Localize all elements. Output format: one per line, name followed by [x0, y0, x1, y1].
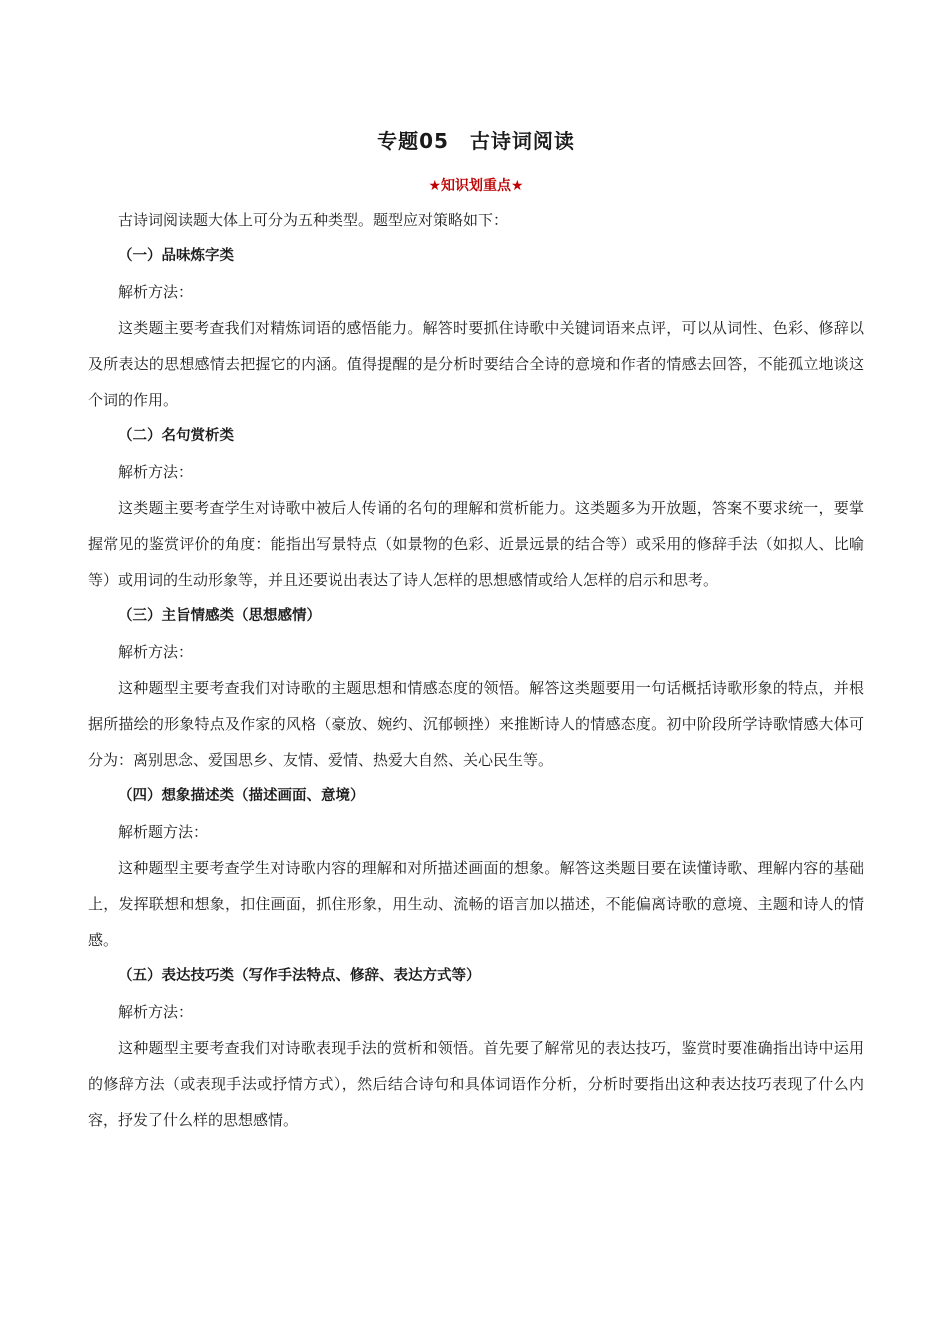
- section-body-4: 这种题型主要考查学生对诗歌内容的理解和对所描述画面的想象。解答这类题目要在读懂诗歌、理解内容的基础上，发挥联想和想象，扣住画面，抓住形象，用生动、流畅的语言加以描述，不能偏离诗歌的意境、主题和诗人的情感。: [88, 859, 864, 949]
- section-heading-4: （四）想象描述类（描述画面、意境）: [118, 788, 365, 804]
- section-heading-5: （五）表达技巧类（写作手法特点、修辞、表达方式等）: [118, 968, 481, 984]
- section-heading-2: （二）名句赏析类: [118, 428, 234, 444]
- method-label-5: 解析方法：: [118, 1003, 194, 1021]
- method-label-1: 解析方法：: [118, 283, 194, 301]
- section-body-1: 这类题主要考查我们对精炼词语的感悟能力。解答时要抓住诗歌中关键词语来点评，可以从词性、色彩、修辞以及所表达的思想感情去把握它的内涵。值得提醒的是分析时要结合全诗的意境和作者的情感去回答，不能孤立地谈这个词的作用。: [88, 319, 864, 409]
- document-page: [88, 122, 864, 1138]
- section-heading-1: （一）品味炼字类: [118, 248, 234, 264]
- section-body-2: 这类题主要考查学生对诗歌中被后人传诵的名句的理解和赏析能力。这类题多为开放题，答案不要求统一，要掌握常见的鉴赏评价的角度：能指出写景特点（如景物的色彩、近景远景的结合等）或采用的修辞手法（如拟人、比喻等）或用词的生动形象等，并且还要说出表达了诗人怎样的思想感情或给人怎样的启示和思考。: [88, 499, 864, 589]
- method-label-4: 解析题方法：: [118, 823, 209, 841]
- section-heading-3: （三）主旨情感类（思想感情）: [118, 608, 321, 624]
- section-banner: ★知识划重点★: [428, 178, 524, 194]
- section-body-5: 这种题型主要考查我们对诗歌表现手法的赏析和领悟。首先要了解常见的表达技巧，鉴赏时要准确指出诗中运用的修辞方法（或表现手法或抒情方式），然后结合诗句和具体词语作分析，分析时要指出这种表达技巧表现了什么内容，抒发了什么样的思想感情。: [88, 1039, 864, 1129]
- section-body-3: 这种题型主要考查我们对诗歌的主题思想和情感态度的领悟。解答这类题要用一句话概括诗歌形象的特点，并根据所描绘的形象特点及作家的风格（豪放、婉约、沉郁顿挫）来推断诗人的情感态度。初中阶段所学诗歌情感大体可分为：离别思念、爱国思乡、友情、爱情、热爱大自然、关心民生等。: [88, 679, 864, 769]
- page-title: 专题05 古诗词阅读: [377, 129, 575, 153]
- method-label-2: 解析方法：: [118, 463, 194, 481]
- intro-paragraph: 古诗词阅读题大体上可分为五种类型。题型应对策略如下：: [118, 211, 509, 229]
- method-label-3: 解析方法：: [118, 643, 194, 661]
